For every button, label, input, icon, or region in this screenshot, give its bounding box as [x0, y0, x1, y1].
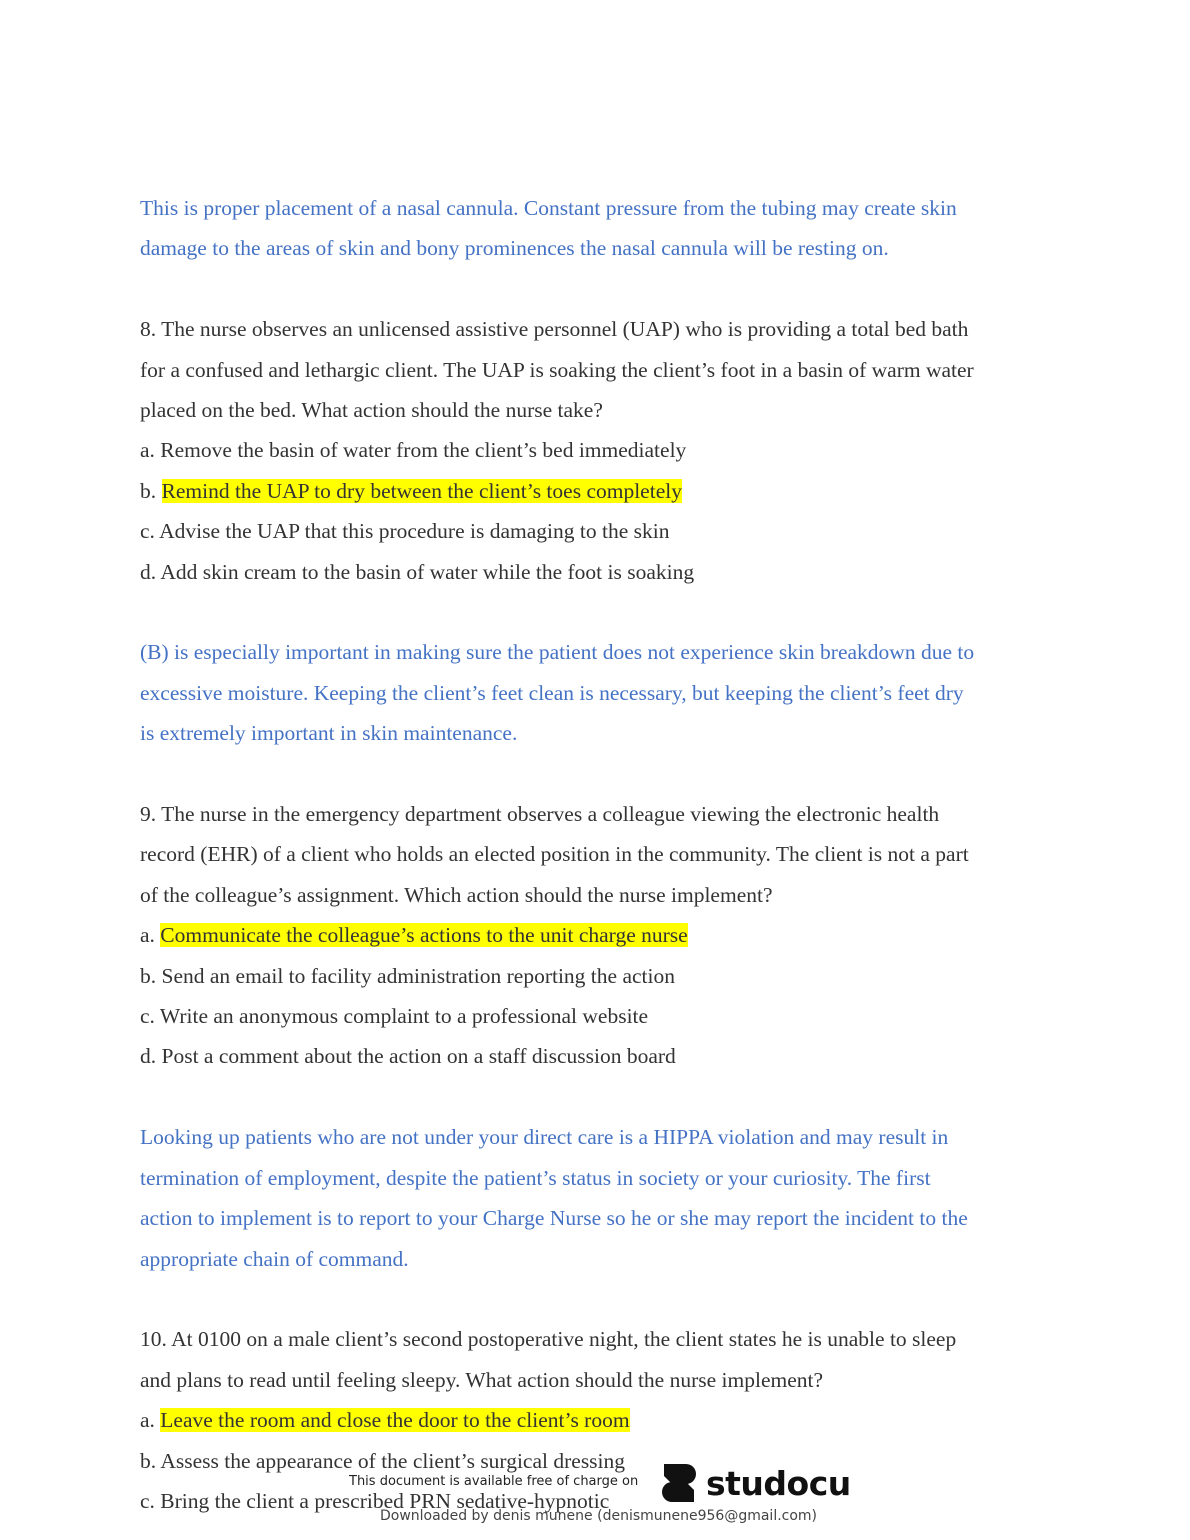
explanation-7-line: This is proper placement of a nasal cannula. Constant pressure from the tubing may create skin	[140, 196, 957, 220]
option-text: Write an anonymous complaint to a professional website	[159, 1004, 649, 1029]
option-text: Assess the appearance of the client’s surgical dressing	[160, 1448, 626, 1473]
option-letter: b.	[140, 478, 157, 503]
question-8-stem: for a confused and lethargic client. The UAP is soaking the client’s foot in a basin of warm water	[140, 357, 974, 382]
option-text: Bring the client a prescribed PRN sedative-hypnotic	[160, 1488, 610, 1513]
option-text: Remove the basin of water from the client’s bed immediately	[160, 438, 687, 463]
question-9-stem: record (EHR) of a client who holds an elected position in the community. The client is not a part	[140, 842, 969, 867]
option-letter: c.	[140, 519, 155, 544]
option-letter: c.	[140, 1488, 155, 1513]
option-text: Add skin cream to the basin of water while the foot is soaking	[160, 559, 695, 584]
question-9-option-c	[140, 996, 1060, 1036]
option-text: Send an email to facility administration reporting the action	[161, 963, 675, 988]
footer-notice: This document is available free of charge on	[349, 1474, 639, 1489]
highlighted-answer: Communicate the colleague’s actions to the unit charge nurse	[160, 923, 688, 948]
option-letter: b.	[140, 1448, 157, 1473]
explanation-9-line: termination of employment, despite the patient’s status in society or your curiosity. The first	[140, 1165, 931, 1190]
option-letter: b.	[140, 963, 157, 988]
option-text: Post a comment about the action on a staff discussion board	[161, 1044, 676, 1069]
option-letter: d.	[140, 1044, 157, 1069]
explanation-9-line: Looking up patients who are not under your direct care is a HIPPA violation and may result in	[140, 1125, 949, 1150]
option-letter: a.	[140, 923, 155, 948]
question-8-option-d	[140, 552, 1060, 592]
downloaded-by-text: Downloaded by denis munene (denismunene956@gmail.com)	[380, 1508, 818, 1524]
question-9-option-b	[140, 956, 1060, 996]
question-9-option-d	[140, 1036, 1060, 1076]
question-8-option-b	[140, 471, 1060, 511]
highlighted-answer: Leave the room and close the door to the client’s room	[160, 1408, 630, 1433]
explanation-8-line: excessive moisture. Keeping the client’s feet clean is necessary, but keeping the client’s feet dry	[140, 680, 964, 705]
highlighted-answer: Remind the UAP to dry between the client’s toes completely	[161, 478, 682, 503]
explanation-7-line: damage to the areas of skin and bony prominences the nasal cannula will be resting on.	[140, 236, 889, 261]
question-8-option-c	[140, 511, 1060, 551]
studocu-brand-name: studocu	[706, 1463, 851, 1503]
explanation-8-line: (B) is especially important in making sure the patient does not experience skin breakdown due to	[140, 640, 975, 665]
question-8-option-a	[140, 430, 1060, 470]
question-8-stem: placed on the bed. What action should the nurse take?	[140, 398, 603, 423]
question-9-stem: of the colleague’s assignment. Which action should the nurse implement?	[140, 882, 773, 907]
studocu-logo[interactable]	[656, 1460, 851, 1506]
question-10-option-a	[140, 1400, 1060, 1440]
explanation-8-line: is extremely important in skin maintenance.	[140, 721, 518, 746]
option-letter: a.	[140, 1408, 155, 1433]
explanation-9-line: action to implement is to report to your Charge Nurse so he or she may report the incident to the	[140, 1206, 968, 1231]
option-text: Advise the UAP that this procedure is damaging to the skin	[159, 519, 670, 544]
question-8-stem: 8. The nurse observes an unlicensed assistive personnel (UAP) who is providing a total bed bath	[140, 317, 969, 342]
option-letter: c.	[140, 1004, 155, 1029]
document-page	[140, 188, 1060, 1521]
option-letter: a.	[140, 438, 155, 463]
option-letter: d.	[140, 559, 157, 584]
studocu-logo-icon	[656, 1460, 702, 1506]
question-10-stem: and plans to read until feeling sleepy. What action should the nurse implement?	[140, 1367, 824, 1392]
question-9-stem: 9. The nurse in the emergency department observes a colleague viewing the electronic health	[140, 802, 940, 827]
explanation-9-line: appropriate chain of command.	[140, 1246, 409, 1271]
question-10-stem: 10. At 0100 on a male client’s second postoperative night, the client states he is unable to sleep	[140, 1327, 957, 1352]
question-9-option-a	[140, 915, 1060, 955]
